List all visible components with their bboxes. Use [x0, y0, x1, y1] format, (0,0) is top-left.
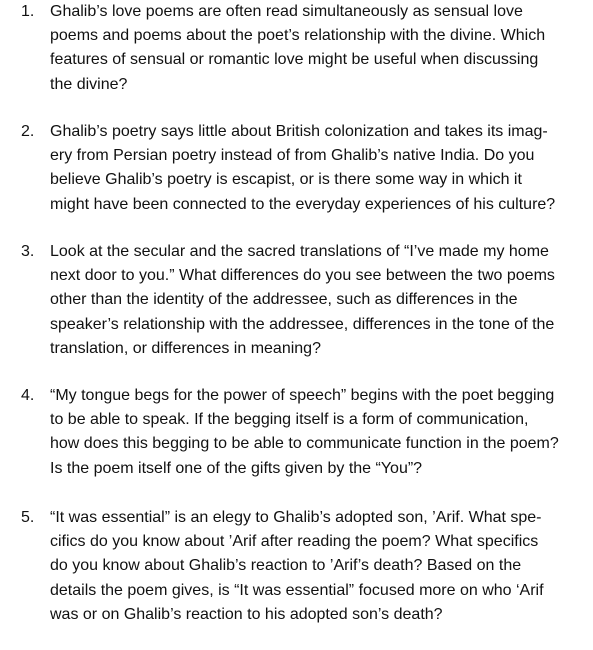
question-line: Look at the secular and the sacred translations of “I’ve made my home: [50, 243, 549, 260]
question-line: believe Ghalib’s poetry is escapist, or is there some way in which it: [50, 171, 522, 189]
question-line: translation, or differences in meaning?: [50, 339, 321, 357]
question-number: 2.: [21, 123, 35, 140]
question-line: poems and poems about the poet’s relationship with the divine. Which: [50, 27, 546, 45]
question-line: to be able to speak. If the begging itself is a form of communication,: [50, 411, 529, 429]
question-line: other than the identity of the addressee, such as differences in the: [50, 291, 518, 309]
question-line: ery from Persian poetry instead of from Ghalib’s native India. Do you: [50, 147, 535, 165]
question-text: [50, 384, 591, 481]
question-text: [50, 240, 591, 361]
question-number: 3.: [21, 243, 35, 260]
question-line: features of sensual or romantic love might be useful when discussing: [50, 51, 539, 69]
question-number: 1.: [21, 3, 35, 20]
question-line: “It was essential” is an elegy to Ghalib’s adopted son, ’Arif. What spe-: [50, 509, 542, 526]
question-line: “My tongue begs for the power of speech” begins with the poet begging: [50, 387, 555, 404]
question-line: Ghalib’s love poems are often read simultaneously as sensual love: [50, 3, 523, 20]
question-number: 5.: [21, 509, 35, 526]
question-text: [50, 506, 591, 627]
question-line: Is the poem itself one of the gifts given by the “You”?: [50, 459, 423, 477]
question-line: do you know about Ghalib’s reaction to ’Arif’s death? Based on the: [50, 557, 522, 575]
question-line: the divine?: [50, 75, 128, 93]
question-line: Ghalib’s poetry says little about British colonization and takes its imag-: [50, 123, 548, 140]
question-text: [50, 120, 591, 217]
question-line: how does this begging to be able to communicate function in the poem?: [50, 435, 559, 453]
question-line: speaker’s relationship with the addressee, differences in the tone of the: [50, 315, 555, 333]
question-line: might have been connected to the everyday experiences of his culture?: [50, 195, 556, 213]
question-text: [50, 0, 591, 97]
question-line: details the poem gives, is “It was essential” focused more on who ‘Arif: [50, 581, 544, 599]
question-line: cifics do you know about ’Arif after reading the poem? What specifics: [50, 533, 539, 551]
question-line: was or on Ghalib’s reaction to his adopted son’s death?: [50, 605, 443, 623]
question-number: 4.: [21, 387, 35, 404]
question-line: next door to you.” What differences do you see between the two poems: [50, 267, 555, 285]
